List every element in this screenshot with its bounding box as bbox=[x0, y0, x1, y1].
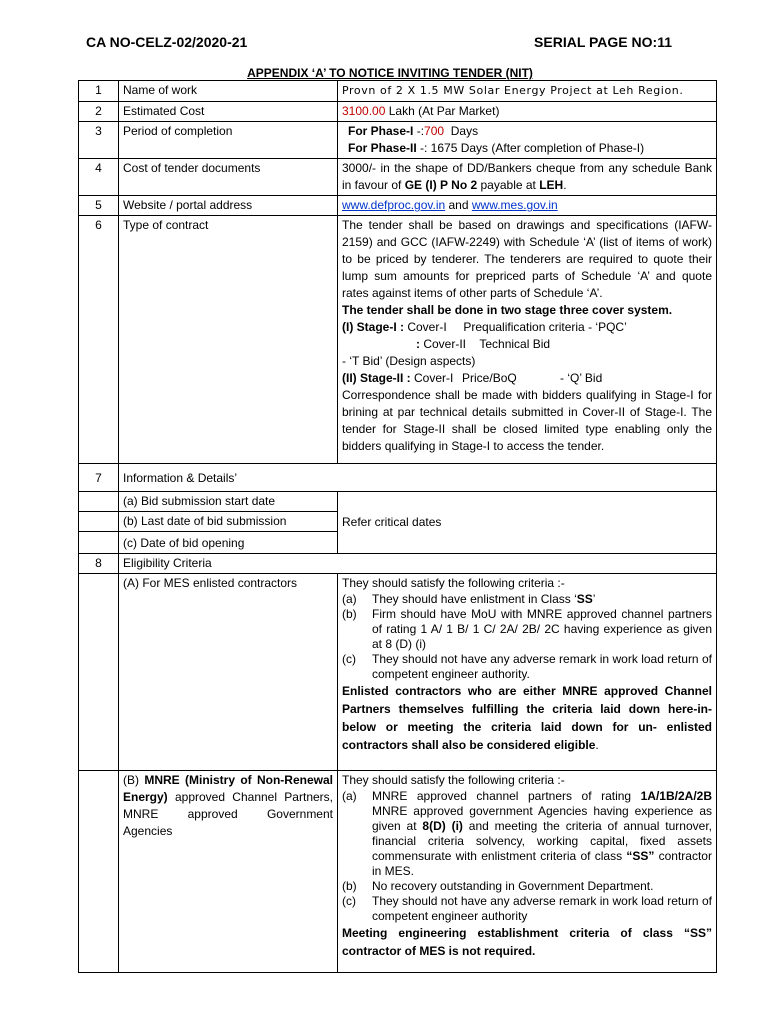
serial-page-number: SERIAL PAGE NO:11 bbox=[534, 34, 672, 50]
page-header bbox=[86, 34, 672, 52]
item-bold: SS bbox=[576, 592, 593, 606]
note-bold: Enlisted contractors who are either MNRE approved Channel Partners themselves fulfilling the criteria laid down here-in-below or meeting the criteria laid down for un- enlisted contractors shall also be considered eligible bbox=[342, 684, 712, 752]
item-text: ’ bbox=[592, 592, 596, 606]
criteria-intro: They should satisfy the following criteria :- bbox=[342, 576, 565, 590]
cost-unit: Lakh (At Par Market) bbox=[388, 104, 500, 118]
phase-2-label: For Phase-II bbox=[348, 141, 417, 155]
empty-cell bbox=[79, 512, 119, 532]
label-text: approved Channel Partners, MNRE approved Government Agencies bbox=[123, 790, 333, 838]
stage-label: (II) Stage-II bbox=[342, 371, 404, 385]
note-end: . bbox=[595, 738, 599, 752]
row-number: 5 bbox=[79, 196, 119, 216]
row-number: 3 bbox=[79, 122, 119, 159]
criteria-b bbox=[338, 771, 717, 973]
defproc-link[interactable]: www.defproc.gov.in bbox=[342, 198, 446, 212]
criteria-b-list bbox=[342, 789, 712, 924]
criteria-b-label bbox=[119, 771, 338, 973]
empty-cell bbox=[79, 532, 119, 554]
cover-desc: Price/BoQ bbox=[462, 371, 517, 385]
cover-tag: - ‘T Bid’ (Design aspects) bbox=[342, 354, 476, 368]
phase-1-unit: Days bbox=[444, 124, 479, 138]
item-bold: 8(D) (i) bbox=[422, 819, 463, 833]
row-label: Period of completion bbox=[119, 122, 338, 159]
row-number: 7 bbox=[79, 464, 119, 492]
phase-2-text: -: 1675 Days (After completion of Phase-I) bbox=[416, 141, 645, 155]
table-row bbox=[79, 574, 717, 771]
phase-1-label: For Phase-I bbox=[348, 124, 414, 138]
row-label: Cost of tender documents bbox=[119, 159, 338, 196]
payable-location: LEH bbox=[539, 178, 564, 192]
table-row bbox=[79, 216, 717, 464]
table-row bbox=[79, 196, 717, 216]
criteria-a-note bbox=[342, 682, 712, 754]
empty-cell bbox=[79, 771, 119, 973]
criteria-intro: They should satisfy the following criteria :- bbox=[342, 773, 565, 787]
cover-label: Cover-I bbox=[407, 320, 447, 334]
and-text: and bbox=[445, 198, 472, 212]
item-text: They should not have any adverse remark in work load return of competent engineer authority. bbox=[372, 652, 712, 681]
type-of-contract bbox=[338, 216, 717, 464]
bid-start-date-label: (a) Bid submission start date bbox=[119, 492, 338, 512]
cost-amount: 3100.00 bbox=[342, 104, 386, 118]
item-text: They should have enlistment in Class ‘ bbox=[372, 592, 577, 606]
mes-link[interactable]: www.mes.gov.in bbox=[471, 198, 558, 212]
table-row bbox=[79, 464, 717, 492]
item-text: contractor in MES. bbox=[372, 849, 712, 878]
cover-desc: Technical Bid bbox=[479, 337, 551, 351]
item-text: and meeting the criteria of annual turnover, financial criteria solvency, working capital, fixed assets commensurate with enlistment criteria of class bbox=[372, 819, 712, 863]
doc-cost-text: . bbox=[563, 178, 567, 192]
row-number: 1 bbox=[79, 81, 119, 102]
item-key: (b) bbox=[342, 607, 357, 621]
tender-doc-cost bbox=[338, 159, 717, 196]
row-number: 2 bbox=[79, 102, 119, 122]
list-item bbox=[342, 592, 712, 607]
row-number: 4 bbox=[79, 159, 119, 196]
item-text: No recovery outstanding in Government Department. bbox=[372, 879, 654, 893]
row-label: Information & Details’ bbox=[119, 464, 717, 492]
item-key: (a) bbox=[342, 592, 357, 606]
stage-1-cover-2 bbox=[342, 336, 712, 370]
stage-label: (I) Stage-I bbox=[342, 320, 397, 334]
row-number: 6 bbox=[79, 216, 119, 464]
row-label: Eligibility Criteria bbox=[119, 554, 717, 574]
item-text: MNRE approved government Agencies having experience as given at bbox=[372, 804, 712, 833]
period-of-completion bbox=[338, 122, 717, 159]
colon: : bbox=[403, 371, 415, 385]
list-item bbox=[342, 879, 712, 894]
item-key: (a) bbox=[342, 789, 357, 803]
item-key: (c) bbox=[342, 652, 356, 666]
stage-1-cover-1 bbox=[342, 319, 712, 336]
list-item bbox=[342, 894, 712, 924]
list-item bbox=[342, 652, 712, 682]
table-row bbox=[79, 492, 717, 512]
item-text: Firm should have MoU with MNRE approved channel partners of rating 1 A/ 1 B/ 1 C/ 2A/ 2B/ 2C having experience as given at 8 (D) (i) bbox=[372, 607, 712, 651]
criteria-a bbox=[338, 574, 717, 771]
item-key: (b) bbox=[342, 879, 357, 893]
bid-last-date-label: (b) Last date of bid submission bbox=[119, 512, 338, 532]
estimated-cost bbox=[338, 102, 717, 122]
stage-2-cover-1 bbox=[342, 370, 712, 387]
name-of-work: Provn of 2 X 1.5 MW Solar Energy Project at Leh Region. bbox=[338, 81, 717, 102]
appendix-title: APPENDIX ‘A’ TO NOTICE INVITING TENDER (NIT) bbox=[247, 66, 533, 80]
item-bold: 1A/1B/2A/2B bbox=[640, 789, 712, 803]
criteria-b-note: Meeting engineering establishment criteria of class “SS” contractor of MES is not required. bbox=[342, 926, 712, 958]
empty-cell bbox=[79, 492, 119, 512]
cover-desc: Prequalification criteria - ‘PQC’ bbox=[463, 320, 627, 334]
contract-number: CA NO-CELZ-02/2020-21 bbox=[86, 34, 248, 50]
cover-label: Cover-I bbox=[414, 371, 454, 385]
bid-opening-date-label: (c) Date of bid opening bbox=[119, 532, 338, 554]
criteria-a-label: (A) For MES enlisted contractors bbox=[119, 574, 338, 771]
row-label: Name of work bbox=[119, 81, 338, 102]
critical-dates-ref: Refer critical dates bbox=[338, 492, 717, 554]
contract-paragraph: The tender shall be based on drawings and specifications (IAFW-2159) and GCC (IAFW-2249) with Schedule ‘A’ (list of items of work) to be priced by tenderer. The tenderers are required to quote their lump sum amounts for prepriced parts of Schedule ‘A’ and quote rates against items of other parts of Schedule ‘A’. bbox=[342, 218, 712, 300]
row-number: 8 bbox=[79, 554, 119, 574]
row-label: Type of contract bbox=[119, 216, 338, 464]
portal-address bbox=[338, 196, 717, 216]
label-bold: MNRE (Ministry of Non-Renewal Energy) bbox=[123, 773, 333, 804]
row-label: Website / portal address bbox=[119, 196, 338, 216]
cover-tag: - ‘Q’ Bid bbox=[560, 371, 603, 385]
phase-1-sep: -: bbox=[413, 124, 425, 138]
cover-label: Cover-II bbox=[423, 337, 467, 351]
row-label: Estimated Cost bbox=[119, 102, 338, 122]
colon: : bbox=[416, 337, 424, 351]
table-row bbox=[79, 771, 717, 973]
list-item bbox=[342, 789, 712, 879]
item-bold: “SS” bbox=[626, 849, 655, 863]
nit-table bbox=[78, 80, 717, 973]
stage-system-note: The tender shall be done in two stage three cover system. bbox=[342, 303, 673, 317]
table-row bbox=[79, 81, 717, 102]
criteria-a-list bbox=[342, 592, 712, 682]
table-row bbox=[79, 554, 717, 574]
list-item bbox=[342, 607, 712, 652]
item-text: MNRE approved channel partners of rating bbox=[372, 789, 641, 803]
phase-1-days: 700 bbox=[424, 124, 445, 138]
label-key: (B) bbox=[123, 773, 145, 787]
payee: GE (I) P No 2 bbox=[404, 178, 478, 192]
doc-cost-text: 3000/- in the shape of DD/Bankers cheque from any schedule Bank in favour of bbox=[342, 161, 712, 192]
empty-cell bbox=[79, 574, 119, 771]
table-row bbox=[79, 102, 717, 122]
table-row bbox=[79, 122, 717, 159]
item-text: They should not have any adverse remark in work load return of competent engineer authority bbox=[372, 894, 712, 923]
colon: : bbox=[396, 320, 408, 334]
table-row bbox=[79, 159, 717, 196]
doc-cost-text: payable at bbox=[477, 178, 540, 192]
correspondence-paragraph: Correspondence shall be made with bidders qualifying in Stage-I for brining at par technical details submitted in Cover-II of Stage-I. The tender for Stage-II shall be closed limited type enabling only the bidders qualifying in Stage-I to access the tender. bbox=[342, 388, 712, 453]
item-key: (c) bbox=[342, 894, 356, 908]
